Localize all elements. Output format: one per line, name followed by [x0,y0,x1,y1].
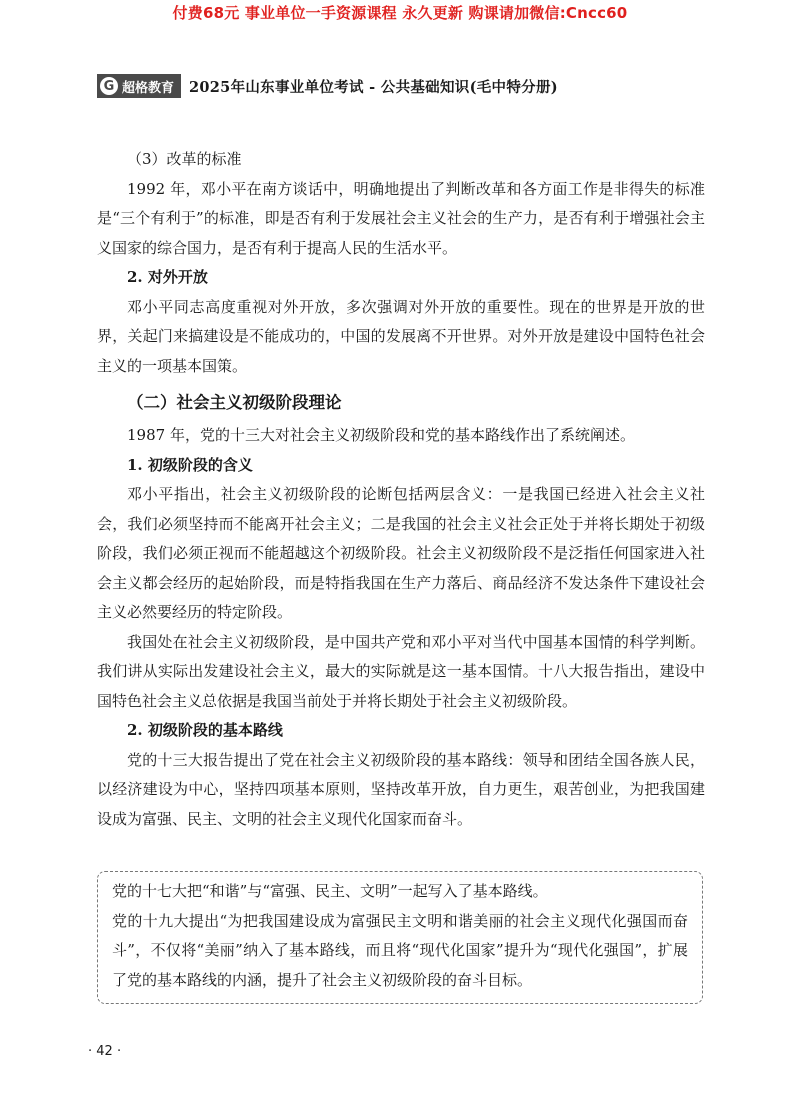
subheading-opening-up: 2. 对外开放 [127,268,208,286]
subheading-primary-stage-meaning: 1. 初级阶段的含义 [127,455,253,474]
subheading-basic-line: 2. 初级阶段的基本路线 [127,721,283,739]
page-header [97,73,558,99]
paragraph: 邓小平同志高度重视对外开放，多次强调对外开放的重要性。现在的世界是开放的世界，关起门来搞建设是不能成功的，中国的发展离不开世界。对外开放是建设中国特色社会主义的一项基本国策。 [97,297,705,375]
promo-banner: 付费68元 事业单位一手资源课程 永久更新 购课请加微信:Cncc60 [172,4,628,22]
paragraph: 我国处在社会主义初级阶段，是中国共产党和邓小平对当代中国基本国情的科学判断。我们讲从实际出发建设社会主义，最大的实际就是这一基本国情。十八大报告指出，建设中国特色社会主义总依据是我国当前处于并将长期处于社会主义初级阶段。 [97,632,705,710]
main-content [97,145,705,834]
note-box [97,871,703,1004]
paragraph: 1992 年，邓小平在南方谈话中，明确地提出了判断改革和各方面工作是非得失的标准是“三个有利于”的标准，即是否有利于发展社会主义社会的生产力，是否有利于增强社会主义国家的综合国力，是否有利于提高人民的生活水平。 [97,179,705,257]
brand-logo-text: 超格教育 [122,80,175,96]
note-line: 党的十九大提出“为把我国建设成为富强民主文明和谐美丽的社会主义现代化强国而奋斗”，不仅将“美丽”纳入了基本路线，而且将“现代化国家”提升为“现代化强国”，扩展了党的基本路线的内涵，提升了社会主义初级阶段的奋斗目标。 [112,911,688,989]
paragraph: 邓小平指出，社会主义初级阶段的论断包括两层含义：一是我国已经进入社会主义社会，我们必须坚持而不能离开社会主义；二是我国的社会主义社会正处于并将长期处于初级阶段，我们必须正视而不能超越这个初级阶段。社会主义初级阶段不是泛指任何国家进入社会主义都会经历的起始阶段，而是特指我国在生产力落后、商品经济不发达条件下建设社会主义必然要经历的特定阶段。 [97,485,705,621]
section-heading: （二）社会主义初级阶段理论 [127,393,342,412]
brand-logo-icon: G [100,77,118,95]
paragraph: 党的十三大报告提出了党在社会主义初级阶段的基本路线：领导和团结全国各族人民，以经济建设为中心，坚持四项基本原则，坚持改革开放，自力更生，艰苦创业，为把我国建设成为富强、民主、文明的社会主义现代化国家而奋斗。 [97,750,705,828]
note-line: 党的十七大把“和谐”与“富强、民主、文明”一起写入了基本路线。 [112,882,548,900]
page-number: · 42 · [88,1044,122,1059]
paragraph: 1987 年，党的十三大对社会主义初级阶段和党的基本路线作出了系统阐述。 [127,426,635,444]
subheading-reform-standard: （3）改革的标准 [127,150,242,168]
book-title: 2025年山东事业单位考试 - 公共基础知识(毛中特分册) [189,78,558,96]
brand-logo [97,74,181,98]
